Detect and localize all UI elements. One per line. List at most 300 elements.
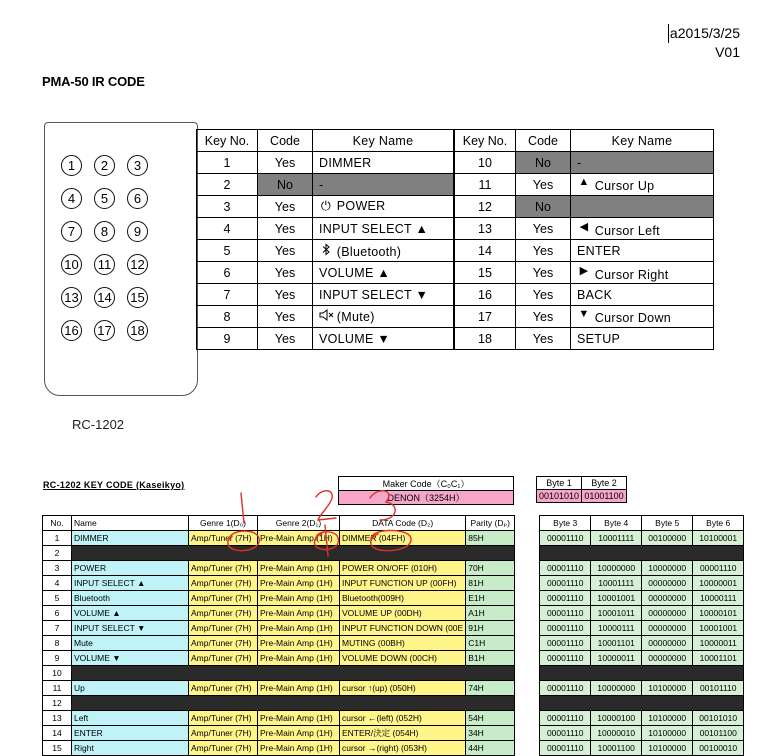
byte6: 10000101 [693,606,744,621]
key-name-cell [313,306,455,328]
genre1: Amp/Tuner (7H) [189,651,258,666]
key-name-cell-right [571,262,714,284]
key-table-row [197,328,714,350]
row-no: 10 [43,666,72,681]
remote-button-4[interactable]: 4 [61,188,82,209]
byte3: 00001110 [540,591,591,606]
byte3: 00001110 [540,561,591,576]
key-table-row [197,174,714,196]
row-no: 4 [43,576,72,591]
key-name-cell-right [571,328,714,350]
genre2: Pre-Main Amp (1H) [258,636,340,651]
row-no: 7 [43,621,72,636]
genre1: Amp/Tuner (7H) [189,621,258,636]
row-no: 12 [43,696,72,711]
key-no-right: 18 [454,328,516,350]
key-code-row [43,546,744,561]
byte5: 00000000 [642,636,693,651]
remote-button-3[interactable]: 3 [127,155,148,176]
key-table-row [197,218,714,240]
maker-code-box [338,476,514,505]
column-gap [515,516,540,531]
parity: 85H [466,531,515,546]
column-gap [515,591,540,606]
genre1: Amp/Tuner (7H) [189,726,258,741]
byte1-value: 00101010 [537,490,582,503]
key-name-cell-right [571,284,714,306]
column-gap [515,576,540,591]
byte4: 10000010 [591,726,642,741]
key-name-cell [313,240,455,262]
byte3: 00001110 [540,741,591,756]
key-no: 7 [197,284,258,306]
annotation-label-2: 2 [322,506,323,507]
genre2: Pre-Main Amp (1H) [258,711,340,726]
key-table-row [197,240,714,262]
byte6: 00100010 [693,741,744,756]
row-no: 1 [43,531,72,546]
genre2: Pre-Main Amp (1H) [258,621,340,636]
data-code: ENTER/決定 (054H) [340,726,466,741]
header-key-name: Key Name [313,130,455,152]
data-code: cursor ↑(up) (050H) [340,681,466,696]
key-name: (Mute) [336,310,375,324]
key-name: VOLUME ▲ [72,606,189,621]
column-header: DATA Code (D₂) [340,516,466,531]
key-name: INPUT SELECT ▲ [319,221,429,236]
byte5: 10100000 [642,726,693,741]
data-code: VOLUME UP (00DH) [340,606,466,621]
key-name-right: - [577,155,582,170]
row-no: 8 [43,636,72,651]
remote-button-7[interactable]: 7 [61,221,82,242]
byte2-value: 01001100 [582,490,627,503]
row-no: 2 [43,546,72,561]
key-name: Bluetooth [72,591,189,606]
key-table-row [197,284,714,306]
key-code-flag: Yes [258,328,313,350]
byte5: 10000000 [642,561,693,576]
key-name: Mute [72,636,189,651]
column-gap [515,651,540,666]
key-code-row [43,591,744,606]
blank-row-fill-bytes [540,546,744,561]
key-no: 4 [197,218,258,240]
key-code-flag-right: Yes [516,306,571,328]
key-code-row [43,561,744,576]
byte6: 10000001 [693,576,744,591]
byte3: 00001110 [540,651,591,666]
key-name: DIMMER [319,155,372,170]
key-code-flag-right: No [516,152,571,174]
row-no: 9 [43,651,72,666]
row-no: 6 [43,606,72,621]
key-name-cell [313,152,455,174]
parity: E1H [466,591,515,606]
remote-button-16[interactable]: 16 [61,320,82,341]
byte5: 00100000 [642,531,693,546]
key-no-right: 10 [454,152,516,174]
genre1: Amp/Tuner (7H) [189,576,258,591]
cursor-arrow-icon: ▼ [578,308,590,320]
genre1: Amp/Tuner (7H) [189,681,258,696]
byte4: 10001101 [591,636,642,651]
remote-button-8[interactable]: 8 [94,221,115,242]
genre2: Pre-Main Amp (1H) [258,741,340,756]
key-table-row [197,306,714,328]
key-name-cell-right [571,174,714,196]
remote-model-label: RC-1202 [72,417,125,432]
row-no: 3 [43,561,72,576]
byte2-label: Byte 2 [582,477,627,490]
key-code-row [43,726,744,741]
byte3: 00001110 [540,711,591,726]
genre1: Amp/Tuner (7H) [189,711,258,726]
parity: A1H [466,606,515,621]
byte3: 00001110 [540,726,591,741]
mute-icon [319,309,333,324]
key-no: 2 [197,174,258,196]
genre2: Pre-Main Amp (1H) [258,651,340,666]
remote-button-grid [61,155,160,353]
data-code: MUTING (00BH) [340,636,466,651]
data-code: Bluetooth(009H) [340,591,466,606]
genre2: Pre-Main Amp (1H) [258,531,340,546]
header-key-name-right: Key Name [571,130,714,152]
column-header: Parity (Dₚ) [466,516,515,531]
key-table-row [197,196,714,218]
key-table-row [197,262,714,284]
key-name-cell-right [571,196,714,218]
byte5: 00000000 [642,576,693,591]
parity: 44H [466,741,515,756]
key-code-row [43,741,744,756]
genre1: Amp/Tuner (7H) [189,561,258,576]
key-code-row [43,666,744,681]
key-code-table [42,515,744,756]
byte4: 10001111 [591,531,642,546]
key-no-right: 14 [454,240,516,262]
column-gap [515,561,540,576]
genre2: Pre-Main Amp (1H) [258,606,340,621]
parity: 70H [466,561,515,576]
column-gap [515,621,540,636]
byte-header-box [536,476,627,503]
genre2: Pre-Main Amp (1H) [258,561,340,576]
row-no: 15 [43,741,72,756]
header-key-no-right: Key No. [454,130,516,152]
document-version: V01 [715,44,740,60]
column-header: Byte 6 [693,516,744,531]
byte6: 00101110 [693,681,744,696]
key-assignment-table [196,129,714,350]
key-name-right: BACK [577,287,613,302]
key-name-cell [313,284,455,306]
key-name-cell [313,218,455,240]
byte4: 10000000 [591,561,642,576]
header-code-right: Code [516,130,571,152]
key-code-flag-right: Yes [516,328,571,350]
cursor-arrow-icon: ◀ [579,220,589,233]
key-code-row [43,621,744,636]
key-no-right: 16 [454,284,516,306]
key-name-cell-right [571,240,714,262]
genre1: Amp/Tuner (7H) [189,636,258,651]
key-table-row [197,152,714,174]
key-code-flag: Yes [258,240,313,262]
byte6: 10001101 [693,651,744,666]
key-name-cell-right [571,306,714,328]
key-name-cell [313,196,455,218]
key-name-cell-right [571,152,714,174]
row-no: 13 [43,711,72,726]
document-date: a2015/3/25 [669,25,740,41]
byte5: 00000000 [642,606,693,621]
parity: 91H [466,621,515,636]
key-code-flag: Yes [258,152,313,174]
byte4: 10001111 [591,576,642,591]
header-key-no: Key No. [197,130,258,152]
byte4: 10001011 [591,606,642,621]
column-header: Byte 5 [642,516,693,531]
byte6: 10100001 [693,531,744,546]
blank-row-fill-bytes [540,696,744,711]
key-name: INPUT SELECT ▼ [72,621,189,636]
key-no: 5 [197,240,258,262]
byte5: 10100000 [642,681,693,696]
key-name: (Bluetooth) [336,244,402,259]
key-code-flag: No [258,174,313,196]
column-gap [515,666,540,681]
key-name-right: Cursor Right [594,267,669,282]
key-name: ENTER [72,726,189,741]
byte3: 00001110 [540,606,591,621]
key-name-right: SETUP [577,331,621,346]
key-no: 8 [197,306,258,328]
data-code: DIMMER (04FH) [340,531,466,546]
byte5: 10100000 [642,711,693,726]
column-header: Genre 2(D₁) [258,516,340,531]
key-name: POWER [336,199,386,213]
key-name: VOLUME ▼ [72,651,189,666]
key-code-flag-right: Yes [516,240,571,262]
genre1: Amp/Tuner (7H) [189,606,258,621]
key-code-flag: Yes [258,218,313,240]
key-name-cell [313,262,455,284]
column-gap [515,531,540,546]
remote-button-14[interactable]: 14 [94,287,115,308]
key-no-right: 11 [454,174,516,196]
remote-button-5[interactable]: 5 [94,188,115,209]
header-code: Code [258,130,313,152]
byte5: 00000000 [642,591,693,606]
remote-button-1[interactable]: 1 [61,155,82,176]
key-name: DIMMER [72,531,189,546]
key-no: 9 [197,328,258,350]
parity: C1H [466,636,515,651]
parity: 81H [466,576,515,591]
key-name: INPUT SELECT ▲ [72,576,189,591]
column-gap [515,636,540,651]
remote-button-12[interactable]: 12 [127,254,148,275]
key-name-cell [313,174,455,196]
column-header: Name [72,516,189,531]
byte4: 10001100 [591,741,642,756]
key-name-right: Cursor Down [594,311,672,325]
parity: B1H [466,651,515,666]
key-code-flag: Yes [258,262,313,284]
remote-button-9[interactable]: 9 [127,221,148,242]
byte6: 00001110 [693,561,744,576]
byte3: 00001110 [540,531,591,546]
remote-button-18[interactable]: 18 [127,320,148,341]
key-no: 6 [197,262,258,284]
byte4: 10000100 [591,711,642,726]
column-header: Byte 4 [591,516,642,531]
key-name: POWER [72,561,189,576]
cursor-arrow-icon: ▲ [578,176,590,188]
genre1: Amp/Tuner (7H) [189,591,258,606]
key-code-flag-right: Yes [516,284,571,306]
key-code-row [43,636,744,651]
column-gap [515,606,540,621]
key-name: INPUT SELECT ▼ [319,287,429,302]
blank-row-fill [72,546,515,561]
maker-code-label: Maker Code（C₀C₁） [339,477,514,491]
key-code-flag-right: No [516,196,571,218]
remote-control-diagram [44,122,198,396]
key-code-title: RC-1202 KEY CODE (Kaseikyo) [43,480,185,490]
row-no: 11 [43,681,72,696]
key-name: Up [72,681,189,696]
key-table-header-row [197,130,714,152]
key-name-cell [313,328,455,350]
remote-button-15[interactable]: 15 [127,287,148,308]
byte4: 10001001 [591,591,642,606]
byte5: 00000000 [642,651,693,666]
key-name-cell-right [571,218,714,240]
genre2: Pre-Main Amp (1H) [258,681,340,696]
byte4: 10000111 [591,621,642,636]
key-name-right: Cursor Left [594,223,660,238]
byte6: 00101100 [693,726,744,741]
genre2: Pre-Main Amp (1H) [258,576,340,591]
key-name: - [319,177,324,192]
column-gap [515,696,540,711]
key-name-right: Cursor Up [594,179,655,193]
column-gap [515,741,540,756]
key-no: 3 [197,196,258,218]
key-code-row [43,696,744,711]
byte3: 00001110 [540,636,591,651]
data-code: INPUT FUNCTION UP (00FH) [340,576,466,591]
key-no-right: 13 [454,218,516,240]
genre1: Amp/Tuner (7H) [189,531,258,546]
genre1: Amp/Tuner (7H) [189,741,258,756]
row-no: 5 [43,591,72,606]
key-code-row [43,681,744,696]
data-code: cursor →(right) (053H) [340,741,466,756]
byte3: 00001110 [540,621,591,636]
parity: 74H [466,681,515,696]
blank-row-fill-bytes [540,666,744,681]
maker-code-value: DENON（3254H） [339,491,514,505]
byte6: 10001001 [693,621,744,636]
byte4: 10000011 [591,651,642,666]
data-code: cursor ←(left) (052H) [340,711,466,726]
key-code-flag: Yes [258,284,313,306]
parity: 54H [466,711,515,726]
key-code-row [43,576,744,591]
byte3: 00001110 [540,681,591,696]
cursor-arrow-icon: ▶ [579,264,589,277]
key-code-header-row [43,516,744,531]
key-code-flag-right: Yes [516,218,571,240]
byte5: 00000000 [642,621,693,636]
key-no-right: 12 [454,196,516,218]
column-gap [515,726,540,741]
genre2: Pre-Main Amp (1H) [258,591,340,606]
data-code: INPUT FUNCTION DOWN (00E [340,621,466,636]
power-icon: ⏻ [320,199,332,213]
blank-row-fill [72,696,515,711]
column-header: Genre 1(D₀) [189,516,258,531]
byte6: 10000111 [693,591,744,606]
blank-row-fill [72,666,515,681]
byte1-label: Byte 1 [537,477,582,490]
data-code: POWER ON/OFF (010H) [340,561,466,576]
parity: 34H [466,726,515,741]
key-code-flag-right: Yes [516,262,571,284]
bluetooth-icon [319,243,333,259]
key-code-row [43,651,744,666]
key-name: Left [72,711,189,726]
key-name: Right [72,741,189,756]
remote-button-6[interactable]: 6 [127,188,148,209]
key-no-right: 15 [454,262,516,284]
annotation-label-1: 1 [244,506,245,507]
page-title: PMA-50 IR CODE [42,74,145,89]
column-gap [515,711,540,726]
remote-button-11[interactable]: 11 [94,254,115,275]
remote-button-13[interactable]: 13 [61,287,82,308]
column-gap [515,546,540,561]
key-code-flag: Yes [258,196,313,218]
key-name: VOLUME ▲ [319,265,391,280]
key-no: 1 [197,152,258,174]
column-header: Byte 3 [540,516,591,531]
key-code-flag: Yes [258,306,313,328]
annotation-label-3: 3 [384,506,385,507]
key-no-right: 17 [454,306,516,328]
byte5: 10100000 [642,741,693,756]
remote-button-2[interactable]: 2 [94,155,115,176]
byte6: 10000011 [693,636,744,651]
byte6: 00101010 [693,711,744,726]
column-gap [515,681,540,696]
column-header: No. [43,516,72,531]
byte3: 00001110 [540,576,591,591]
byte4: 10000000 [591,681,642,696]
remote-button-10[interactable]: 10 [61,254,82,275]
key-code-row [43,531,744,546]
row-no: 14 [43,726,72,741]
key-code-row [43,606,744,621]
key-code-flag-right: Yes [516,174,571,196]
remote-button-17[interactable]: 17 [94,320,115,341]
document-date-block [600,24,740,62]
key-name: VOLUME ▼ [319,331,391,346]
